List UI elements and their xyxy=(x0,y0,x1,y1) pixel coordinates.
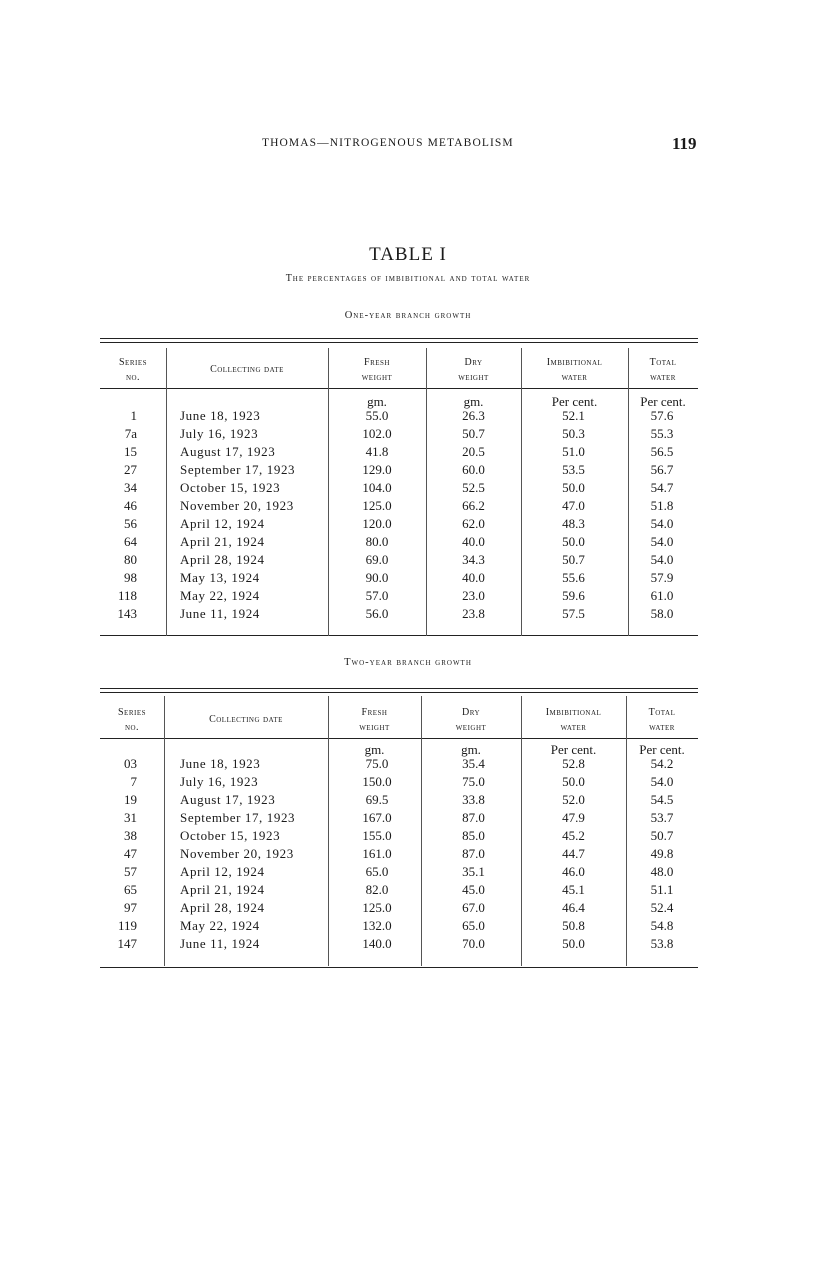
imbibitional-water-cell: 44.7 xyxy=(562,846,585,861)
imbibitional-water-cell: 47.0 xyxy=(562,498,585,513)
series-cell: 98 xyxy=(124,570,137,585)
header-total-line1: Total xyxy=(649,357,677,368)
series-cell: 143 xyxy=(117,606,137,621)
table-row xyxy=(100,899,698,917)
dry-weight-cell: 45.0 xyxy=(462,882,485,897)
total-water-cell: 54.8 xyxy=(650,918,674,933)
fresh-weight-cell: 125.0 xyxy=(362,900,392,915)
fresh-weight-cell: 102.0 xyxy=(362,426,392,441)
total-water-cell: 52.4 xyxy=(650,900,674,915)
header-total-2-line2: water xyxy=(649,722,675,733)
date-cell: July 16, 1923 xyxy=(180,774,259,789)
total-water-cell: 54.0 xyxy=(650,552,674,567)
date-cell: October 15, 1923 xyxy=(180,480,281,495)
imbibitional-water-cell: 45.2 xyxy=(562,828,585,843)
date-cell: April 12, 1924 xyxy=(180,864,265,879)
table-row xyxy=(100,755,698,773)
imbibitional-water-cell: 50.0 xyxy=(562,480,585,495)
header-series-2-line2: no. xyxy=(124,722,140,733)
table-subtitle: The percentages of imbibitional and total water xyxy=(285,273,531,284)
date-cell: June 18, 1923 xyxy=(180,756,261,771)
total-water-cell: 54.2 xyxy=(650,756,674,771)
dry-weight-cell: 62.0 xyxy=(462,516,485,531)
table-row xyxy=(100,551,698,569)
imbibitional-water-cell: 51.0 xyxy=(562,444,585,459)
total-water-cell: 54.7 xyxy=(650,480,674,495)
imbibitional-water-cell: 46.4 xyxy=(562,900,585,915)
series-cell: 34 xyxy=(124,480,137,495)
unit-dry-2: gm. xyxy=(461,742,481,757)
total-water-cell: 56.5 xyxy=(650,444,674,459)
dry-weight-cell: 40.0 xyxy=(462,570,485,585)
table-row xyxy=(100,809,698,827)
fresh-weight-cell: 120.0 xyxy=(362,516,392,531)
fresh-weight-cell: 56.0 xyxy=(365,606,389,621)
series-cell: 7a xyxy=(124,426,137,441)
dry-weight-cell: 33.8 xyxy=(462,792,485,807)
date-cell: August 17, 1923 xyxy=(180,792,276,807)
unit-imbibitional-2: Per cent. xyxy=(550,742,597,757)
imbibitional-water-cell: 52.8 xyxy=(562,756,585,771)
table-row xyxy=(100,479,698,497)
table-row xyxy=(100,881,698,899)
series-cell: 80 xyxy=(124,552,137,567)
table-row xyxy=(100,515,698,533)
fresh-weight-cell: 129.0 xyxy=(362,462,392,477)
table-row xyxy=(100,569,698,587)
imbibitional-water-cell: 55.6 xyxy=(562,570,585,585)
date-cell: April 28, 1924 xyxy=(180,552,265,567)
total-water-cell: 50.7 xyxy=(650,828,674,843)
header-total xyxy=(628,355,698,385)
unit-dry: gm. xyxy=(463,394,484,409)
section-caption-two-year: Two-year branch growth xyxy=(344,657,472,668)
running-head: THOMAS—NITROGENOUS METABOLISM xyxy=(262,137,514,149)
fresh-weight-cell: 140.0 xyxy=(362,936,392,951)
imbibitional-water-cell: 50.0 xyxy=(562,534,585,549)
dry-weight-cell: 87.0 xyxy=(462,846,485,861)
total-water-cell: 51.1 xyxy=(650,882,674,897)
series-cell: 1 xyxy=(130,408,137,423)
total-water-cell: 48.0 xyxy=(650,864,674,879)
page-number: 119 xyxy=(672,134,697,153)
header-series-2 xyxy=(100,705,164,735)
series-cell: 57 xyxy=(124,864,137,879)
fresh-weight-cell: 125.0 xyxy=(362,498,392,513)
header-fresh xyxy=(328,355,426,385)
header-imbibitional-2-line2: water xyxy=(560,722,587,733)
series-cell: 118 xyxy=(117,588,137,603)
series-cell: 7 xyxy=(130,774,137,789)
total-water-cell: 58.0 xyxy=(650,606,674,621)
unit-total: Per cent. xyxy=(640,394,686,409)
series-cell: 15 xyxy=(124,444,137,459)
header-imbibitional-line2: water xyxy=(561,372,588,383)
imbibitional-water-cell: 45.1 xyxy=(562,882,585,897)
header-fresh-line2: weight xyxy=(361,372,393,383)
header-date-2: Collecting date xyxy=(209,714,283,725)
series-cell: 97 xyxy=(124,900,137,915)
table-row xyxy=(100,533,698,551)
imbibitional-water-cell: 59.6 xyxy=(562,588,585,603)
total-water-cell: 54.0 xyxy=(650,534,674,549)
dry-weight-cell: 35.1 xyxy=(462,864,485,879)
header-fresh-2-line1: Fresh xyxy=(361,707,388,718)
imbibitional-water-cell: 50.0 xyxy=(562,936,585,951)
header-imbibitional-2 xyxy=(521,705,626,735)
header-series-line2: no. xyxy=(125,372,141,383)
table-row xyxy=(100,461,698,479)
header-dry-2-line1: Dry xyxy=(461,707,481,718)
dry-weight-cell: 60.0 xyxy=(462,462,485,477)
dry-weight-cell: 67.0 xyxy=(462,900,485,915)
imbibitional-water-cell: 50.0 xyxy=(562,774,585,789)
dry-weight-cell: 50.7 xyxy=(462,426,485,441)
section-caption-one-year: One-year branch growth xyxy=(344,310,472,321)
unit-fresh-2: gm. xyxy=(364,742,385,757)
table-row xyxy=(100,845,698,863)
total-water-cell: 54.0 xyxy=(650,516,674,531)
dry-weight-cell: 65.0 xyxy=(462,918,485,933)
date-cell: May 22, 1924 xyxy=(180,588,260,603)
dry-weight-cell: 70.0 xyxy=(462,936,485,951)
header-series-line1: Series xyxy=(118,357,147,368)
series-cell: 27 xyxy=(124,462,137,477)
total-water-cell: 54.0 xyxy=(650,774,674,789)
dry-weight-cell: 26.3 xyxy=(462,408,485,423)
date-cell: April 12, 1924 xyxy=(180,516,265,531)
total-water-cell: 54.5 xyxy=(650,792,674,807)
date-cell: September 17, 1923 xyxy=(180,462,296,477)
total-water-cell: 53.7 xyxy=(650,810,674,825)
header-dry-2-line2: weight xyxy=(455,722,487,733)
header-imbibitional xyxy=(521,355,628,385)
unit-total-2: Per cent. xyxy=(639,742,685,757)
dry-weight-cell: 75.0 xyxy=(462,774,485,789)
header-fresh-2 xyxy=(328,705,421,735)
table-row xyxy=(100,443,698,461)
fresh-weight-cell: 69.0 xyxy=(365,552,389,567)
fresh-weight-cell: 55.0 xyxy=(365,408,389,423)
header-dry xyxy=(426,355,521,385)
total-water-cell: 57.9 xyxy=(650,570,674,585)
total-water-cell: 55.3 xyxy=(650,426,674,441)
series-cell: 03 xyxy=(124,756,137,771)
fresh-weight-cell: 82.0 xyxy=(365,882,389,897)
series-cell: 56 xyxy=(124,516,137,531)
series-cell: 38 xyxy=(124,828,137,843)
series-cell: 119 xyxy=(117,918,137,933)
imbibitional-water-cell: 47.9 xyxy=(562,810,585,825)
date-cell: May 13, 1924 xyxy=(180,570,260,585)
header-total-2 xyxy=(626,705,698,735)
table-row xyxy=(100,497,698,515)
header-imbibitional-line1: Imbibitional xyxy=(546,357,603,368)
series-cell: 147 xyxy=(117,936,137,951)
date-cell: September 17, 1923 xyxy=(180,810,296,825)
total-water-cell: 51.8 xyxy=(650,498,674,513)
imbibitional-water-cell: 46.0 xyxy=(562,864,585,879)
unit-imbibitional: Per cent. xyxy=(551,394,598,409)
imbibitional-water-cell: 52.1 xyxy=(562,408,585,423)
table-row xyxy=(100,917,698,935)
imbibitional-water-cell: 57.5 xyxy=(562,606,585,621)
date-cell: April 21, 1924 xyxy=(180,882,265,897)
fresh-weight-cell: 57.0 xyxy=(365,588,389,603)
series-cell: 19 xyxy=(124,792,137,807)
date-cell: June 11, 1924 xyxy=(180,606,260,621)
header-dry-line2: weight xyxy=(458,372,489,383)
table-row xyxy=(100,863,698,881)
header-dry-line1: Dry xyxy=(464,357,483,368)
table-row xyxy=(100,407,698,425)
date-cell: June 18, 1923 xyxy=(180,408,261,423)
date-cell: October 15, 1923 xyxy=(180,828,281,843)
header-series-2-line1: Series xyxy=(117,707,146,718)
header-total-line2: water xyxy=(650,372,676,383)
date-cell: April 28, 1924 xyxy=(180,900,265,915)
table-row xyxy=(100,587,698,605)
total-water-cell: 57.6 xyxy=(650,408,674,423)
date-cell: April 21, 1924 xyxy=(180,534,265,549)
total-water-cell: 53.8 xyxy=(650,936,674,951)
fresh-weight-cell: 75.0 xyxy=(365,756,389,771)
series-cell: 65 xyxy=(124,882,137,897)
dry-weight-cell: 87.0 xyxy=(462,810,485,825)
header-dry-2 xyxy=(421,705,521,735)
fresh-weight-cell: 104.0 xyxy=(362,480,392,495)
dry-weight-cell: 40.0 xyxy=(462,534,485,549)
fresh-weight-cell: 41.8 xyxy=(365,444,389,459)
unit-fresh: gm. xyxy=(367,394,387,409)
dry-weight-cell: 66.2 xyxy=(462,498,485,513)
date-cell: May 22, 1924 xyxy=(180,918,260,933)
imbibitional-water-cell: 50.3 xyxy=(562,426,585,441)
date-cell: November 20, 1923 xyxy=(180,846,294,861)
imbibitional-water-cell: 53.5 xyxy=(562,462,585,477)
table-row xyxy=(100,773,698,791)
dry-weight-cell: 23.0 xyxy=(462,588,485,603)
series-cell: 47 xyxy=(124,846,137,861)
header-fresh-line1: Fresh xyxy=(364,357,390,368)
series-cell: 64 xyxy=(124,534,137,549)
date-cell: July 16, 1923 xyxy=(180,426,259,441)
fresh-weight-cell: 150.0 xyxy=(362,774,392,789)
table-title: TABLE I xyxy=(369,244,447,265)
total-water-cell: 56.7 xyxy=(650,462,674,477)
dry-weight-cell: 20.5 xyxy=(462,444,485,459)
imbibitional-water-cell: 50.7 xyxy=(562,552,585,567)
fresh-weight-cell: 80.0 xyxy=(365,534,389,549)
imbibitional-water-cell: 50.8 xyxy=(562,918,585,933)
date-cell: November 20, 1923 xyxy=(180,498,294,513)
dry-weight-cell: 85.0 xyxy=(462,828,485,843)
header-date: Collecting date xyxy=(210,364,284,375)
fresh-weight-cell: 69.5 xyxy=(365,792,389,807)
table-row xyxy=(100,425,698,443)
dry-weight-cell: 23.8 xyxy=(462,606,485,621)
dry-weight-cell: 34.3 xyxy=(462,552,485,567)
table-row xyxy=(100,827,698,845)
total-water-cell: 49.8 xyxy=(650,846,674,861)
table-row xyxy=(100,791,698,809)
imbibitional-water-cell: 52.0 xyxy=(562,792,585,807)
fresh-weight-cell: 132.0 xyxy=(362,918,392,933)
fresh-weight-cell: 161.0 xyxy=(362,846,392,861)
date-cell: June 11, 1924 xyxy=(180,936,260,951)
series-cell: 46 xyxy=(124,498,137,513)
dry-weight-cell: 52.5 xyxy=(462,480,485,495)
date-cell: August 17, 1923 xyxy=(180,444,276,459)
table-row xyxy=(100,605,698,623)
dry-weight-cell: 35.4 xyxy=(462,756,485,771)
header-total-2-line1: Total xyxy=(648,707,676,718)
table-row xyxy=(100,935,698,953)
fresh-weight-cell: 167.0 xyxy=(362,810,392,825)
fresh-weight-cell: 90.0 xyxy=(365,570,389,585)
fresh-weight-cell: 65.0 xyxy=(365,864,389,879)
header-imbibitional-2-line1: Imbibitional xyxy=(545,707,602,718)
total-water-cell: 61.0 xyxy=(650,588,674,603)
imbibitional-water-cell: 48.3 xyxy=(562,516,585,531)
header-series xyxy=(100,355,166,385)
series-cell: 31 xyxy=(124,810,137,825)
fresh-weight-cell: 155.0 xyxy=(362,828,392,843)
header-fresh-2-line2: weight xyxy=(359,722,390,733)
